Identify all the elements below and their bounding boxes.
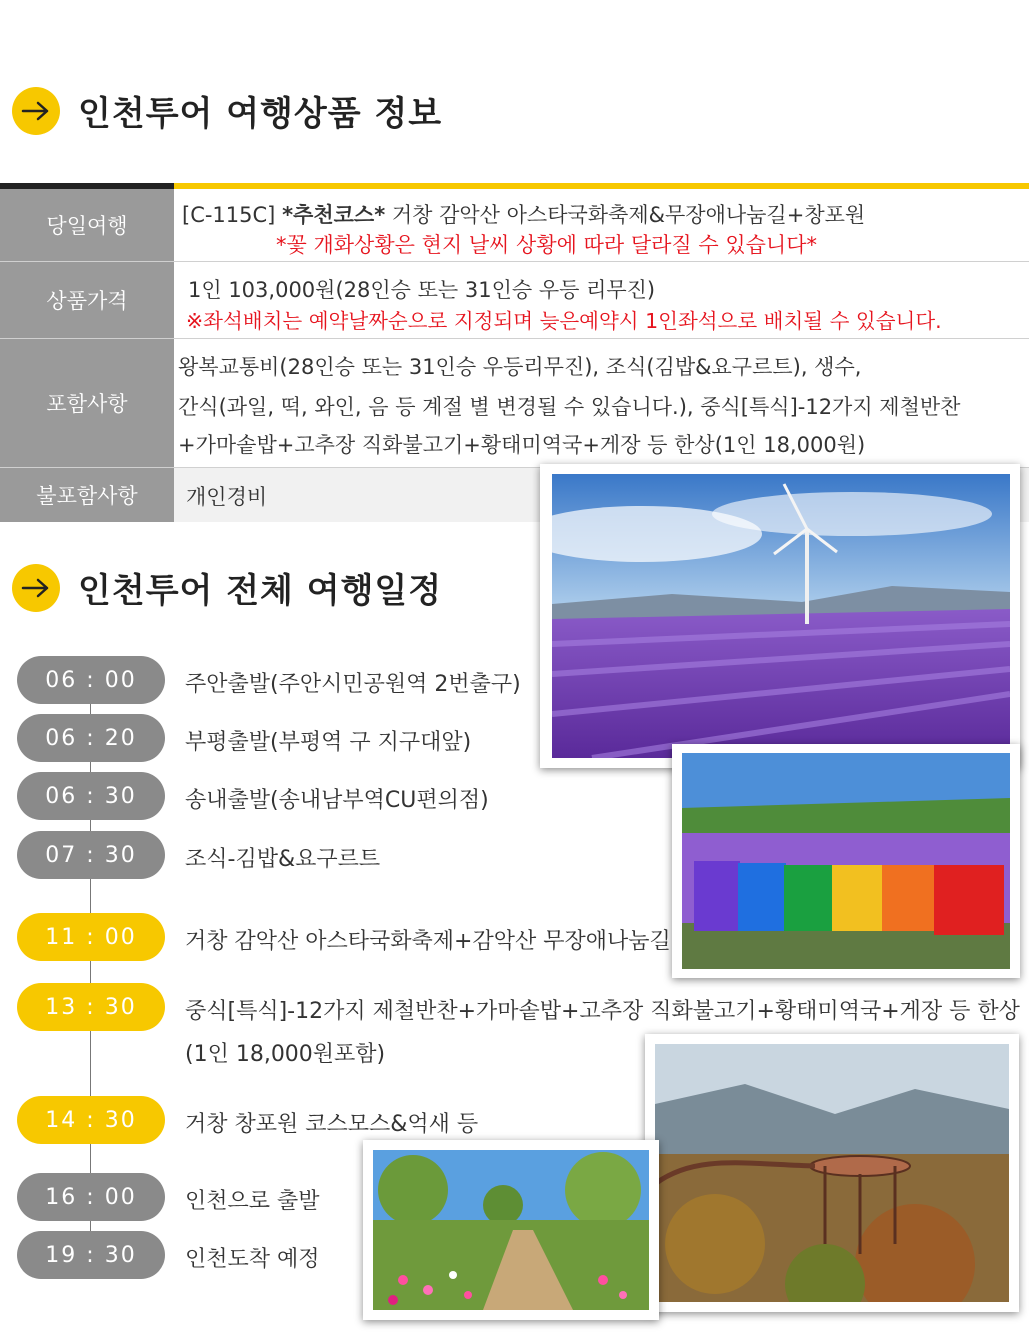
section-heading-schedule	[12, 563, 442, 612]
time-badge: 13 : 30	[17, 983, 165, 1031]
time-badge: 06 : 20	[17, 714, 165, 762]
schedule-item: 조식-김밥&요구르트	[185, 847, 381, 872]
table-row-price	[0, 262, 1029, 339]
section-title: 인천투어 전체 여행일정	[78, 571, 443, 611]
row-value	[174, 339, 1029, 467]
schedule-item-note: (1인 18,000원포함)	[185, 1042, 386, 1067]
time-badge: 16 : 00	[17, 1173, 165, 1221]
schedule-item: 송내출발(송내남부역CU편의점)	[185, 788, 489, 813]
section-title: 인천투어 여행상품 정보	[78, 94, 443, 134]
time-badge: 07 : 30	[17, 831, 165, 879]
course-code: [C-115C]	[182, 203, 283, 227]
row-label: 당일여행	[0, 189, 174, 261]
row-label: 불포함사항	[0, 468, 174, 522]
row-label: 포함사항	[0, 339, 174, 467]
seat-notice: ※좌석배치는 예약날짜순으로 지정되며 늦은예약시 1인좌석으로 배치될 수 있습니다.	[186, 309, 942, 333]
schedule-item: 인천으로 출발	[185, 1189, 320, 1214]
course-title	[182, 199, 865, 229]
row-value	[174, 262, 1029, 338]
photo-aster-field-wind-turbine	[540, 464, 1020, 768]
schedule-item: 거창 감악산 아스타국화축제+감악산 무장애나눔길	[185, 929, 671, 954]
included-line: 간식(과일, 떡, 와인, 음 등 계절 별 변경될 수 있습니다.), 중식[특식]-12가지 제철반찬	[178, 395, 961, 419]
price-text: 1인 103,000원(28인승 또는 31인승 우등 리무진)	[188, 278, 656, 302]
right-arrow-icon	[12, 564, 60, 612]
time-badge: 06 : 30	[17, 772, 165, 820]
bloom-notice: *꽃 개화상황은 현지 날씨 상황에 따라 달라질 수 있습니다*	[276, 233, 817, 257]
included-line: 왕복교통비(28인승 또는 31인승 우등리무진), 조식(김밥&요구르트), 생수,	[178, 355, 862, 379]
photo-rainbow-benches	[672, 744, 1020, 978]
row-label: 상품가격	[0, 262, 174, 338]
section-heading-product-info	[12, 86, 442, 135]
schedule-item: 부평출발(부평역 구 지구대앞)	[185, 730, 472, 755]
time-badge: 06 : 00	[17, 656, 165, 704]
included-line: +가마솥밥+고추장 직화불고기+황태미역국+게장 등 한상(1인 18,000원)	[178, 433, 866, 457]
time-badge: 19 : 30	[17, 1231, 165, 1279]
schedule-item: 거창 창포원 코스모스&억새 등	[185, 1112, 479, 1137]
recommended-tag: *추천코스*	[282, 203, 386, 227]
photo-observation-deck	[645, 1034, 1019, 1312]
schedule-item: 주안출발(주안시민공원역 2번출구)	[185, 672, 521, 697]
schedule-item: 중식[특식]-12가지 제철반찬+가마솥밥+고추장 직화불고기+황태미역국+게장 등 한상	[185, 999, 1020, 1024]
course-name: 거창 감악산 아스타국화축제&무장애나눔길+창포원	[385, 203, 866, 227]
table-row-day-trip	[0, 189, 1029, 262]
time-badge: 14 : 30	[17, 1096, 165, 1144]
right-arrow-icon	[12, 87, 60, 135]
table-row-included	[0, 339, 1029, 468]
excluded-text: 개인경비	[186, 485, 268, 509]
time-badge: 11 : 00	[17, 913, 165, 961]
row-value	[174, 189, 1029, 261]
photo-cosmos-path	[363, 1140, 659, 1320]
schedule-item: 인천도착 예정	[185, 1247, 320, 1272]
